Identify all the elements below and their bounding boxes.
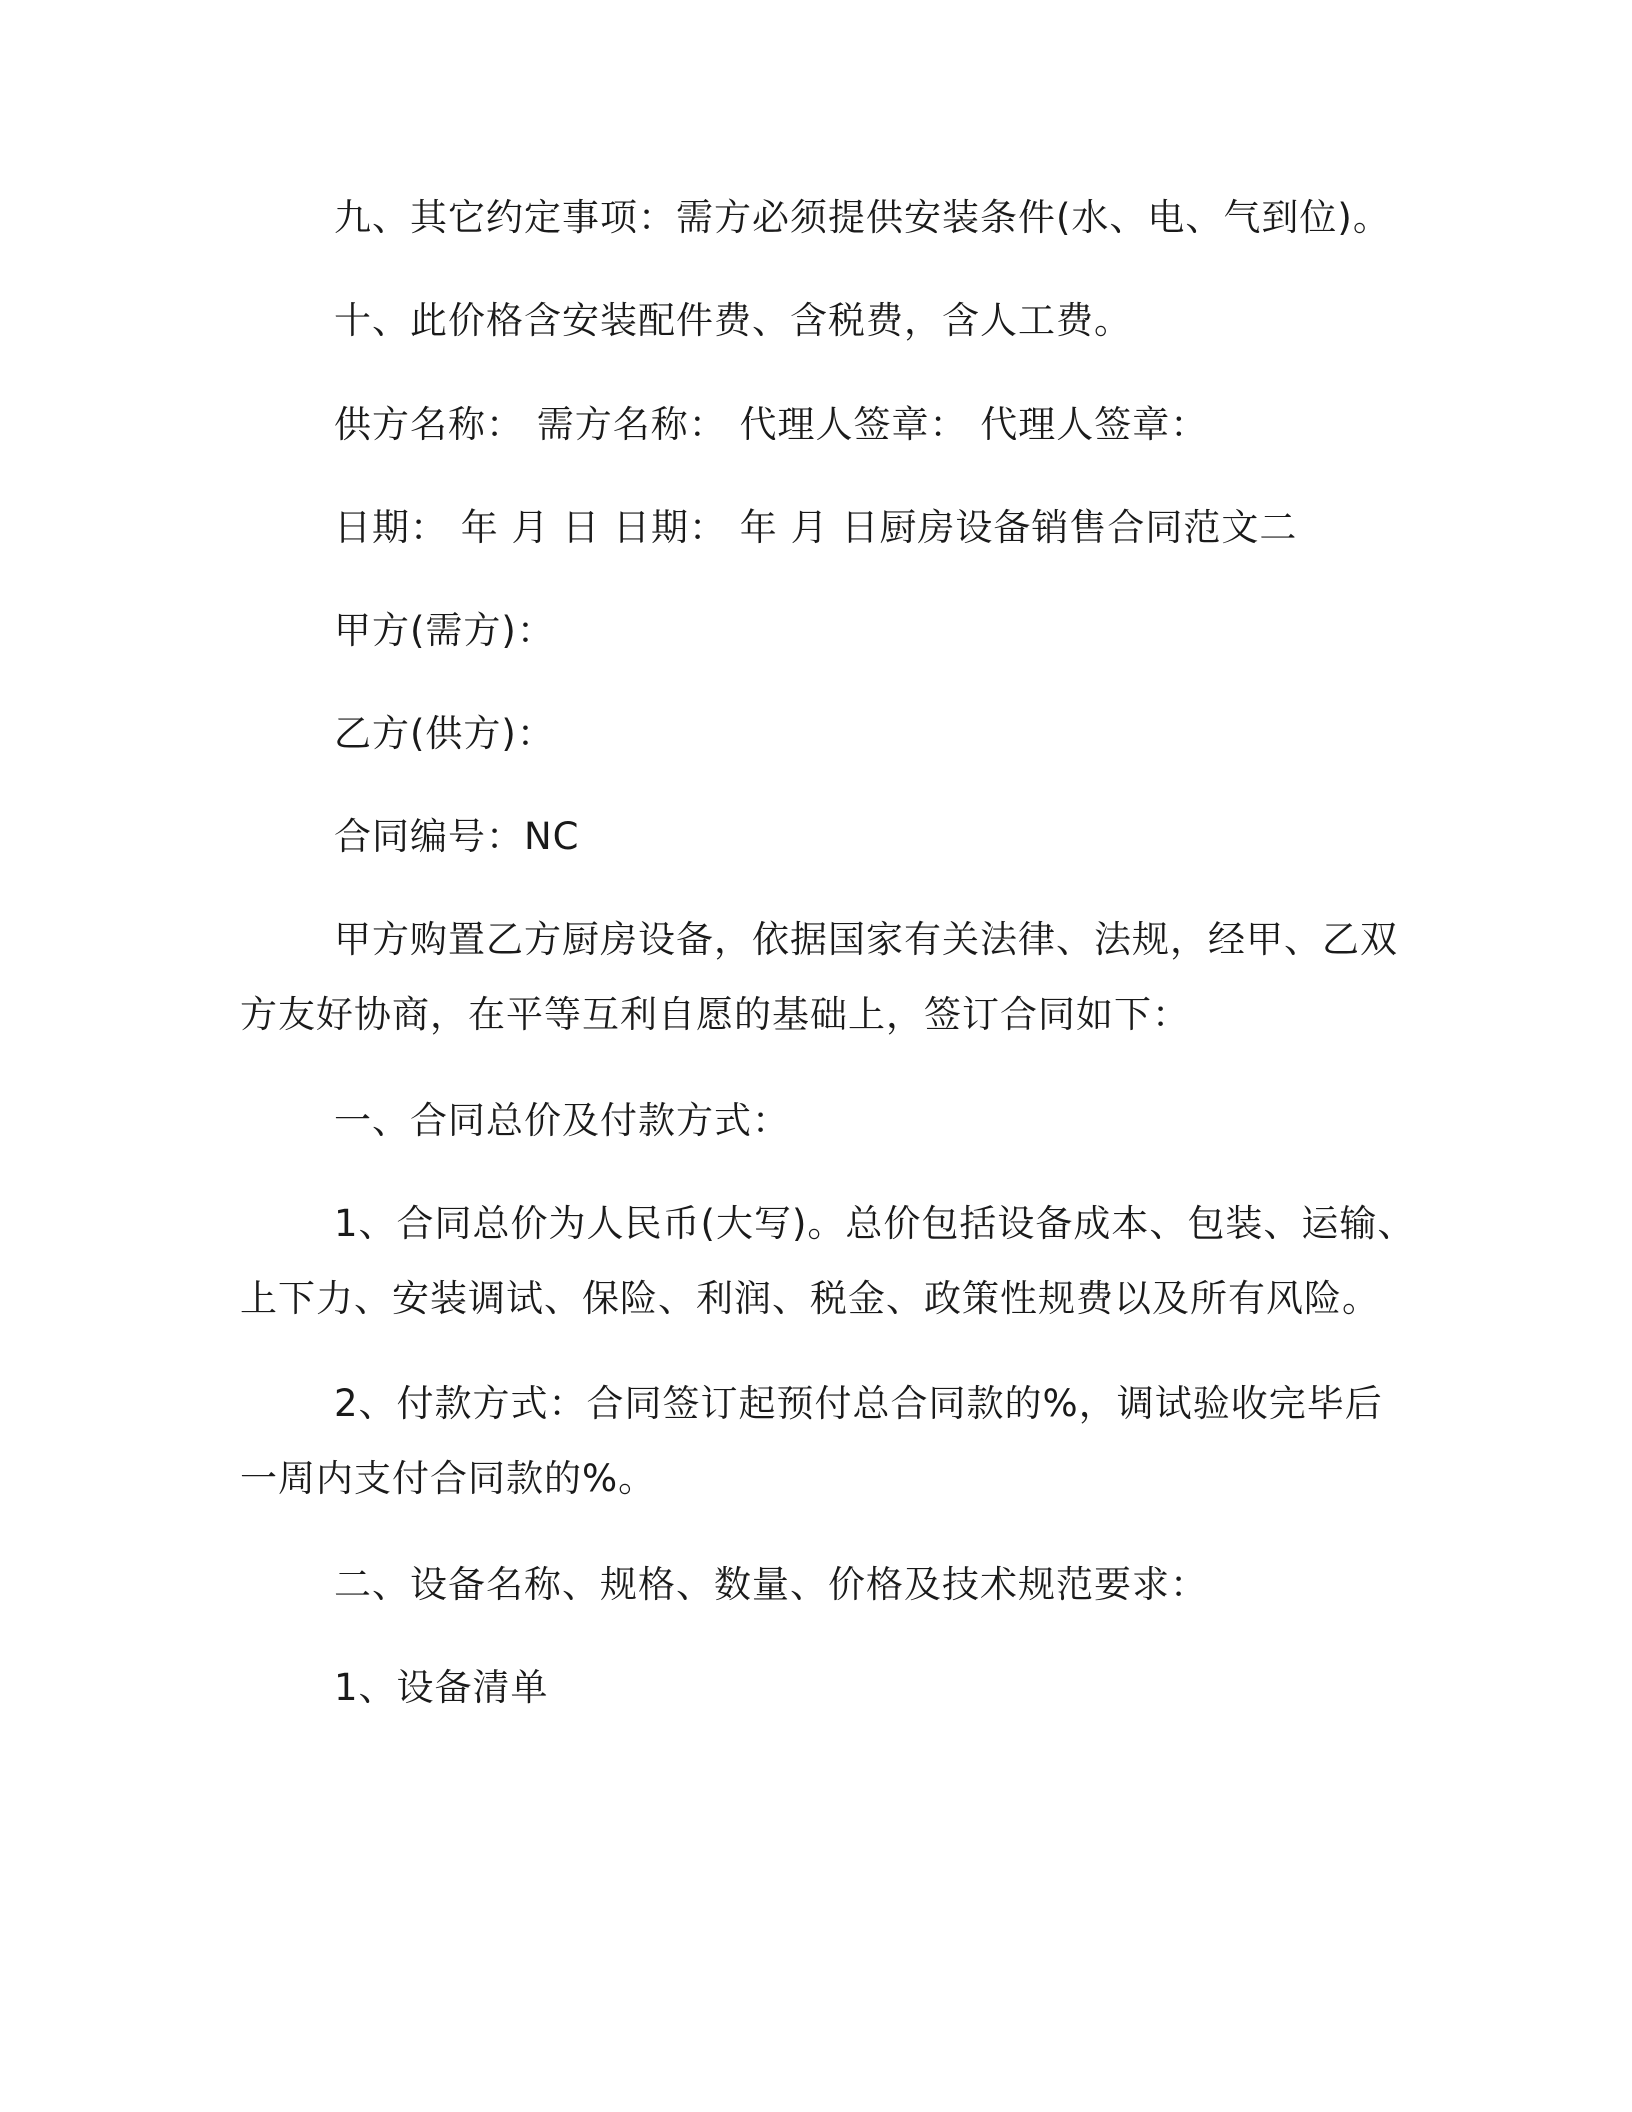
- party-a-line: 甲方(需方)：: [334, 609, 555, 652]
- section-one-item-2-line-2: 一周内支付合同款的%。: [240, 1457, 657, 1500]
- date-title-line: 日期： 年 月 日 日期： 年 月 日厨房设备销售合同范文二: [334, 506, 1298, 549]
- section-one-item-2-line-1: 2、付款方式：合同签订起预付总合同款的%，调试验收完毕后: [334, 1382, 1383, 1425]
- section-one-item-1-line-1: 1、合同总价为人民币(大写)。总价包括设备成本、包装、运输、: [334, 1202, 1416, 1245]
- intro-paragraph-line-1: 甲方购置乙方厨房设备，依据国家有关法律、法规，经甲、乙双: [334, 918, 1398, 961]
- equipment-list-item: 1、设备清单: [334, 1666, 549, 1709]
- section-one-heading: 一、合同总价及付款方式：: [334, 1099, 790, 1142]
- party-b-line: 乙方(供方)：: [334, 712, 555, 755]
- section-two-heading: 二、设备名称、规格、数量、价格及技术规范要求：: [334, 1563, 1208, 1606]
- signature-names-line: 供方名称： 需方名称： 代理人签章： 代理人签章：: [334, 403, 1209, 446]
- clause-ten: 十、此价格含安装配件费、含税费，含人工费。: [334, 299, 1132, 342]
- contract-number-line: 合同编号：NC: [334, 815, 580, 858]
- clause-nine: 九、其它约定事项：需方必须提供安装条件(水、电、气到位)。: [334, 196, 1391, 239]
- section-one-item-1-line-2: 上下力、安装调试、保险、利润、税金、政策性规费以及所有风险。: [240, 1277, 1380, 1320]
- intro-paragraph-line-2: 方友好协商，在平等互利自愿的基础上，签订合同如下：: [240, 993, 1190, 1036]
